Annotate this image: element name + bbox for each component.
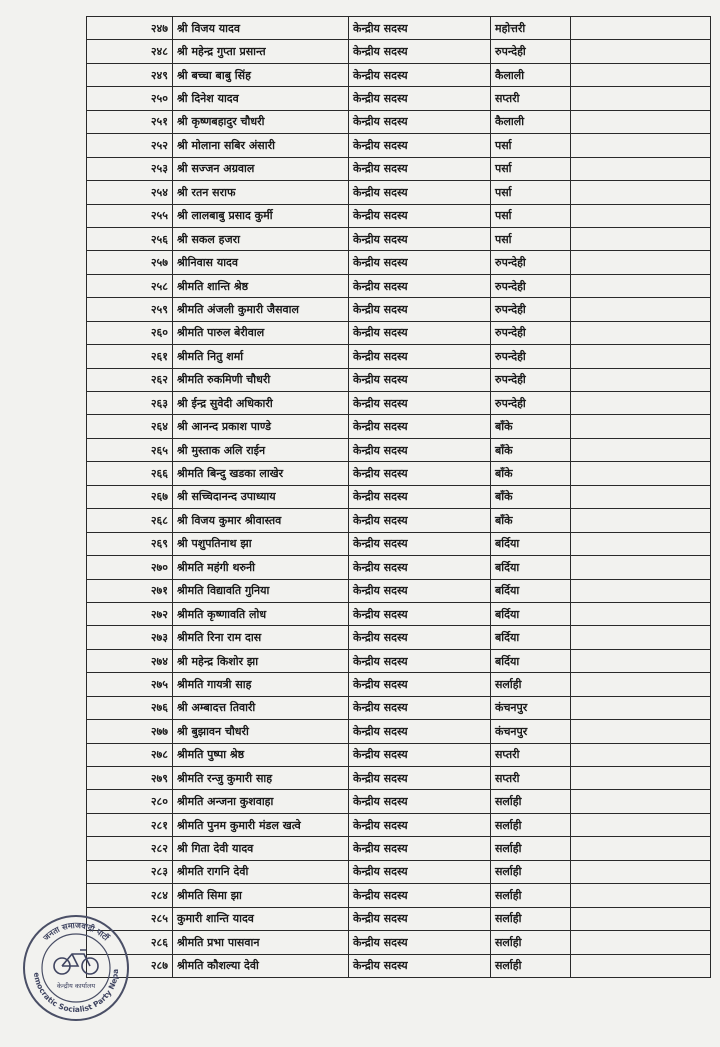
table-row	[87, 298, 711, 321]
table-row	[87, 274, 711, 297]
table-row	[87, 204, 711, 227]
remarks-cell	[571, 837, 711, 860]
member-post: केन्द्रीय सदस्य	[349, 87, 491, 110]
serial-number: २६१	[87, 345, 173, 368]
member-district: बाँके	[491, 415, 571, 438]
member-district: महोत्तरी	[491, 17, 571, 40]
member-district: रुपन्देही	[491, 40, 571, 63]
member-post: केन्द्रीय सदस्य	[349, 579, 491, 602]
member-name: श्री लालबाबु प्रसाद कुर्मी	[173, 204, 349, 227]
table-row	[87, 931, 711, 954]
serial-number: २७०	[87, 556, 173, 579]
remarks-cell	[571, 321, 711, 344]
member-name: श्री गिता देवी यादव	[173, 837, 349, 860]
member-district: पर्सा	[491, 134, 571, 157]
table-row	[87, 767, 711, 790]
member-post: केन्द्रीय सदस्य	[349, 274, 491, 297]
member-name: श्रीमति सिमा झा	[173, 884, 349, 907]
serial-number: २४७	[87, 17, 173, 40]
remarks-cell	[571, 368, 711, 391]
remarks-cell	[571, 40, 711, 63]
member-post: केन्द्रीय सदस्य	[349, 392, 491, 415]
serial-number: २७५	[87, 673, 173, 696]
member-district: बर्दिया	[491, 532, 571, 555]
member-post: केन्द्रीय सदस्य	[349, 17, 491, 40]
remarks-cell	[571, 720, 711, 743]
remarks-cell	[571, 438, 711, 461]
member-post: केन्द्रीय सदस्य	[349, 251, 491, 274]
member-name: श्री सज्जन अग्रवाल	[173, 157, 349, 180]
member-district: सप्तरी	[491, 743, 571, 766]
member-post: केन्द्रीय सदस्य	[349, 509, 491, 532]
member-name: श्री ईन्द्र सुवेदी अधिकारी	[173, 392, 349, 415]
serial-number: २५२	[87, 134, 173, 157]
remarks-cell	[571, 110, 711, 133]
serial-number: २७१	[87, 579, 173, 602]
member-district: रुपन्देही	[491, 321, 571, 344]
remarks-cell	[571, 298, 711, 321]
member-post: केन्द्रीय सदस्य	[349, 767, 491, 790]
serial-number: २७८	[87, 743, 173, 766]
member-name: श्रीमति रन्जु कुमारी साह	[173, 767, 349, 790]
member-district: सर्लाही	[491, 790, 571, 813]
party-stamp	[20, 912, 132, 1024]
table-row	[87, 602, 711, 625]
member-district: रुपन्देही	[491, 345, 571, 368]
member-post: केन्द्रीय सदस्य	[349, 532, 491, 555]
member-post: केन्द्रीय सदस्य	[349, 63, 491, 86]
serial-number: २८२	[87, 837, 173, 860]
table-row	[87, 626, 711, 649]
member-post: केन्द्रीय सदस्य	[349, 345, 491, 368]
member-post: केन्द्रीय सदस्य	[349, 696, 491, 719]
member-district: रुपन्देही	[491, 298, 571, 321]
serial-number: २६७	[87, 485, 173, 508]
member-post: केन्द्रीय सदस्य	[349, 298, 491, 321]
member-district: सर्लाही	[491, 931, 571, 954]
serial-number: २५४	[87, 181, 173, 204]
serial-number: २८३	[87, 860, 173, 883]
svg-text:जनता समाजवादी पार्टी	[41, 921, 112, 943]
stamp-seal	[20, 912, 132, 1024]
member-table	[86, 16, 711, 978]
member-name: श्री विजय यादव	[173, 17, 349, 40]
remarks-cell	[571, 790, 711, 813]
remarks-cell	[571, 556, 711, 579]
member-post: केन्द्रीय सदस्य	[349, 649, 491, 672]
member-district: सर्लाही	[491, 837, 571, 860]
table-row	[87, 40, 711, 63]
serial-number: २७२	[87, 602, 173, 625]
remarks-cell	[571, 743, 711, 766]
member-district: कैलाली	[491, 110, 571, 133]
member-name: श्रीमति महंगी थरुनी	[173, 556, 349, 579]
remarks-cell	[571, 602, 711, 625]
member-post: केन्द्रीय सदस्य	[349, 181, 491, 204]
remarks-cell	[571, 532, 711, 555]
serial-number: २७३	[87, 626, 173, 649]
remarks-cell	[571, 954, 711, 977]
member-name: श्रीमति विद्यावति गुनिया	[173, 579, 349, 602]
member-name: श्री दिनेश यादव	[173, 87, 349, 110]
serial-number: २५९	[87, 298, 173, 321]
member-district: पर्सा	[491, 157, 571, 180]
remarks-cell	[571, 87, 711, 110]
serial-number: २६३	[87, 392, 173, 415]
member-district: बर्दिया	[491, 626, 571, 649]
bicycle-icon	[54, 950, 98, 974]
member-post: केन्द्रीय सदस्य	[349, 321, 491, 344]
serial-number: २५५	[87, 204, 173, 227]
member-post: केन्द्रीय सदस्य	[349, 227, 491, 250]
member-name: श्रीमति अंजली कुमारी जैसवाल	[173, 298, 349, 321]
table-row	[87, 415, 711, 438]
table-row	[87, 251, 711, 274]
member-name: श्री मोलाना सबिर अंसारी	[173, 134, 349, 157]
member-post: केन्द्रीय सदस्य	[349, 204, 491, 227]
member-name: श्रीमति नितु शर्मा	[173, 345, 349, 368]
remarks-cell	[571, 813, 711, 836]
table-row	[87, 720, 711, 743]
member-district: बर्दिया	[491, 602, 571, 625]
member-name: श्री अम्बादत्त तिवारी	[173, 696, 349, 719]
table-row	[87, 649, 711, 672]
member-district: सर्लाही	[491, 673, 571, 696]
member-name: श्री विजय कुमार श्रीवास्तव	[173, 509, 349, 532]
table-row	[87, 860, 711, 883]
member-name: श्रीमति पुष्पा श्रेष्ठ	[173, 743, 349, 766]
serial-number: २६४	[87, 415, 173, 438]
member-district: रुपन्देही	[491, 368, 571, 391]
remarks-cell	[571, 134, 711, 157]
table-row	[87, 17, 711, 40]
serial-number: २४९	[87, 63, 173, 86]
remarks-cell	[571, 931, 711, 954]
member-name: श्री कृष्णबहादुर चौधरी	[173, 110, 349, 133]
remarks-cell	[571, 767, 711, 790]
member-post: केन्द्रीय सदस्य	[349, 813, 491, 836]
member-district: बाँके	[491, 462, 571, 485]
serial-number: २६८	[87, 509, 173, 532]
member-name: श्री बुझावन चौधरी	[173, 720, 349, 743]
member-name: श्रीमति शान्ति श्रेष्ठ	[173, 274, 349, 297]
member-district: सर्लाही	[491, 813, 571, 836]
member-post: केन्द्रीय सदस्य	[349, 110, 491, 133]
member-name: श्री महेन्द्र किशोर झा	[173, 649, 349, 672]
member-post: केन्द्रीय सदस्य	[349, 860, 491, 883]
serial-number: २५६	[87, 227, 173, 250]
member-district: सर्लाही	[491, 954, 571, 977]
member-post: केन्द्रीय सदस्य	[349, 626, 491, 649]
serial-number: २८६	[87, 931, 173, 954]
serial-number: २७४	[87, 649, 173, 672]
stamp-text-bottom: emocratic Socialist Party Nepa	[32, 968, 121, 1015]
member-post: केन्द्रीय सदस्य	[349, 931, 491, 954]
table-row	[87, 392, 711, 415]
remarks-cell	[571, 579, 711, 602]
member-post: केन्द्रीय सदस्य	[349, 40, 491, 63]
serial-number: २५३	[87, 157, 173, 180]
member-district: सप्तरी	[491, 87, 571, 110]
table-row	[87, 556, 711, 579]
member-post: केन्द्रीय सदस्य	[349, 837, 491, 860]
remarks-cell	[571, 17, 711, 40]
member-name: श्री बच्चा बाबु सिंह	[173, 63, 349, 86]
table-row	[87, 157, 711, 180]
remarks-cell	[571, 884, 711, 907]
table-row	[87, 837, 711, 860]
serial-number: २८०	[87, 790, 173, 813]
serial-number: २५७	[87, 251, 173, 274]
table-row	[87, 321, 711, 344]
remarks-cell	[571, 462, 711, 485]
remarks-cell	[571, 392, 711, 415]
member-post: केन्द्रीय सदस्य	[349, 720, 491, 743]
table-row	[87, 907, 711, 930]
serial-number: २८१	[87, 813, 173, 836]
remarks-cell	[571, 157, 711, 180]
remarks-cell	[571, 649, 711, 672]
remarks-cell	[571, 345, 711, 368]
member-post: केन्द्रीय सदस्य	[349, 907, 491, 930]
serial-number: २६५	[87, 438, 173, 461]
member-post: केन्द्रीय सदस्य	[349, 438, 491, 461]
member-name: श्रीनिवास यादव	[173, 251, 349, 274]
member-post: केन्द्रीय सदस्य	[349, 368, 491, 391]
table-row	[87, 227, 711, 250]
table-row	[87, 87, 711, 110]
member-name: श्रीमति पारुल बेरीवाल	[173, 321, 349, 344]
table-row	[87, 743, 711, 766]
member-post: केन्द्रीय सदस्य	[349, 556, 491, 579]
member-name: श्रीमति कौशल्या देवी	[173, 954, 349, 977]
table-row	[87, 181, 711, 204]
table-row	[87, 110, 711, 133]
serial-number: २६०	[87, 321, 173, 344]
table-row	[87, 368, 711, 391]
table-row	[87, 134, 711, 157]
member-name: श्री आनन्द प्रकाश पाण्डे	[173, 415, 349, 438]
table-row	[87, 673, 711, 696]
member-name: श्री रतन सराफ	[173, 181, 349, 204]
member-name: श्री सच्चिदानन्द उपाध्याय	[173, 485, 349, 508]
member-name: श्रीमति बिन्दु खडका लाखेर	[173, 462, 349, 485]
table-row	[87, 485, 711, 508]
member-post: केन्द्रीय सदस्य	[349, 157, 491, 180]
member-district: बर्दिया	[491, 556, 571, 579]
remarks-cell	[571, 485, 711, 508]
serial-number: २५८	[87, 274, 173, 297]
table-row	[87, 579, 711, 602]
member-post: केन्द्रीय सदस्य	[349, 884, 491, 907]
table-row	[87, 954, 711, 977]
member-post: केन्द्रीय सदस्य	[349, 673, 491, 696]
table-row	[87, 438, 711, 461]
table-row	[87, 532, 711, 555]
serial-number: २८७	[87, 954, 173, 977]
member-post: केन्द्रीय सदस्य	[349, 743, 491, 766]
remarks-cell	[571, 860, 711, 883]
member-post: केन्द्रीय सदस्य	[349, 790, 491, 813]
member-name: श्रीमति रुकमिणी चौधरी	[173, 368, 349, 391]
remarks-cell	[571, 63, 711, 86]
table-row	[87, 509, 711, 532]
remarks-cell	[571, 696, 711, 719]
member-name: श्रीमति गायत्री साह	[173, 673, 349, 696]
member-district: बाँके	[491, 485, 571, 508]
stamp-text-top: जनता समाजवादी पार्टी	[41, 920, 111, 943]
table-row	[87, 345, 711, 368]
member-name: श्रीमति कृष्णावति लोध	[173, 602, 349, 625]
member-name: श्रीमति पुनम कुमारी मंडल खत्वे	[173, 813, 349, 836]
member-district: पर्सा	[491, 181, 571, 204]
serial-number: २५०	[87, 87, 173, 110]
member-name: श्री पशुपतिनाथ झा	[173, 532, 349, 555]
serial-number: २७९	[87, 767, 173, 790]
serial-number: २६९	[87, 532, 173, 555]
member-post: केन्द्रीय सदस्य	[349, 462, 491, 485]
member-district: बर्दिया	[491, 649, 571, 672]
serial-number: २६२	[87, 368, 173, 391]
table-row	[87, 63, 711, 86]
member-district: पर्सा	[491, 204, 571, 227]
remarks-cell	[571, 227, 711, 250]
table-row	[87, 790, 711, 813]
remarks-cell	[571, 673, 711, 696]
remarks-cell	[571, 509, 711, 532]
member-district: कंचनपुर	[491, 720, 571, 743]
remarks-cell	[571, 204, 711, 227]
member-district: पर्सा	[491, 227, 571, 250]
serial-number: २८५	[87, 907, 173, 930]
member-name: श्री महेन्द्र गुप्ता प्रसान्त	[173, 40, 349, 63]
member-district: रुपन्देही	[491, 274, 571, 297]
member-rows	[87, 17, 711, 978]
remarks-cell	[571, 907, 711, 930]
member-district: सर्लाही	[491, 860, 571, 883]
member-district: बर्दिया	[491, 579, 571, 602]
member-district: रुपन्देही	[491, 392, 571, 415]
serial-number: २७७	[87, 720, 173, 743]
remarks-cell	[571, 274, 711, 297]
remarks-cell	[571, 181, 711, 204]
member-name: श्री सकल हजरा	[173, 227, 349, 250]
serial-number: २७६	[87, 696, 173, 719]
member-district: सर्लाही	[491, 884, 571, 907]
remarks-cell	[571, 626, 711, 649]
member-district: कंचनपुर	[491, 696, 571, 719]
remarks-cell	[571, 251, 711, 274]
serial-number: २४८	[87, 40, 173, 63]
member-post: केन्द्रीय सदस्य	[349, 485, 491, 508]
member-name: श्री मुस्ताक अलि राईन	[173, 438, 349, 461]
member-name: कुमारी शान्ति यादव	[173, 907, 349, 930]
member-district: कैलाली	[491, 63, 571, 86]
table-row	[87, 813, 711, 836]
member-post: केन्द्रीय सदस्य	[349, 134, 491, 157]
member-post: केन्द्रीय सदस्य	[349, 954, 491, 977]
serial-number: २६६	[87, 462, 173, 485]
table-row	[87, 462, 711, 485]
member-post: केन्द्रीय सदस्य	[349, 602, 491, 625]
member-name: श्रीमति रिना राम दास	[173, 626, 349, 649]
member-name: श्रीमति अन्जना कुशवाहा	[173, 790, 349, 813]
member-district: सर्लाही	[491, 907, 571, 930]
member-district: बाँके	[491, 438, 571, 461]
table-row	[87, 696, 711, 719]
member-district: सप्तरी	[491, 767, 571, 790]
member-name: श्रीमति रागनि देवी	[173, 860, 349, 883]
stamp-text-center: केन्द्रीय कार्यालय	[56, 982, 96, 990]
member-post: केन्द्रीय सदस्य	[349, 415, 491, 438]
serial-number: २८४	[87, 884, 173, 907]
member-district: रुपन्देही	[491, 251, 571, 274]
remarks-cell	[571, 415, 711, 438]
serial-number: २५१	[87, 110, 173, 133]
table-row	[87, 884, 711, 907]
member-district: बाँके	[491, 509, 571, 532]
member-name: श्रीमति प्रभा पासवान	[173, 931, 349, 954]
